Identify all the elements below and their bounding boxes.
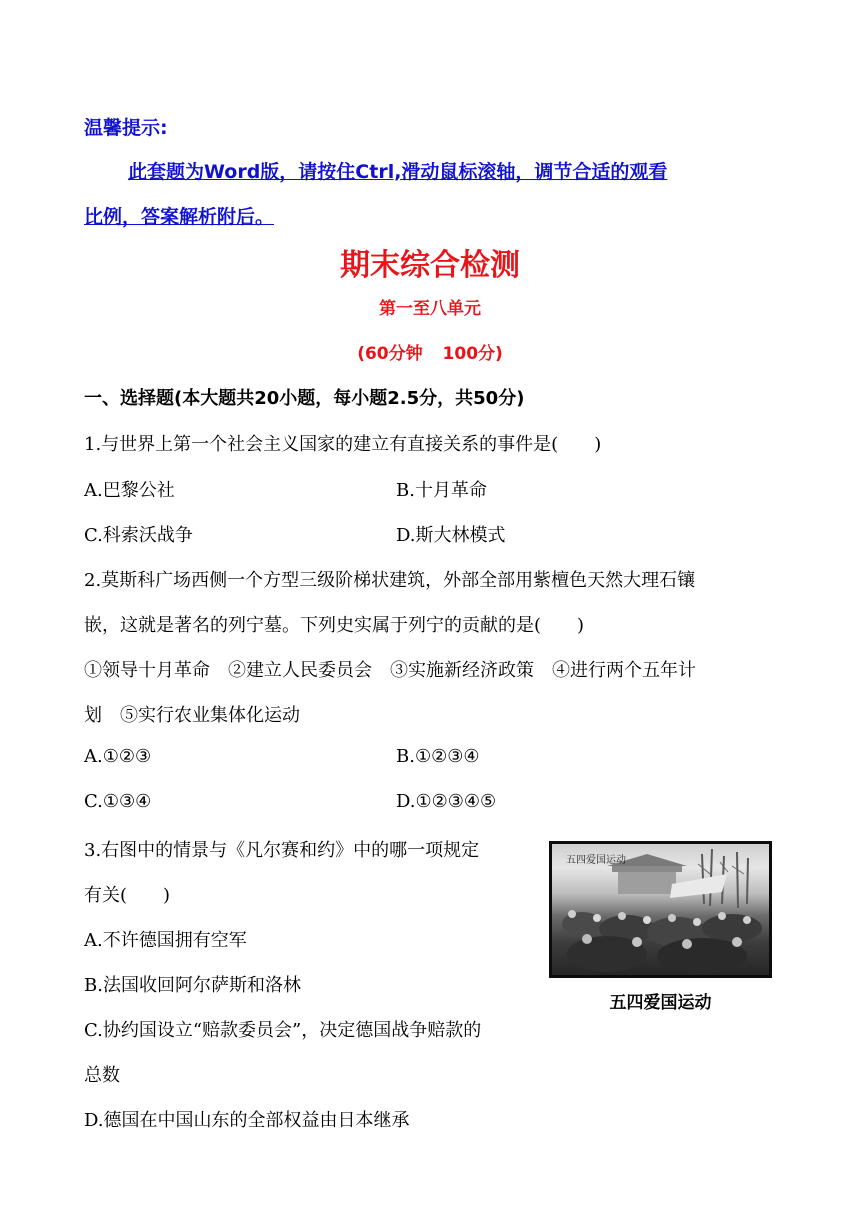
photo-caption: 五四爱国运动 <box>609 993 712 1013</box>
question-3-stem-line-2: 有关( ) <box>84 885 171 906</box>
question-2-option-c: C.①③④ <box>84 791 152 812</box>
question-1-stem: 1.与世界上第一个社会主义国家的建立有直接关系的事件是( ) <box>84 434 602 455</box>
question-3-option-a: A.不许德国拥有空军 <box>84 930 247 951</box>
question-2-option-b: B.①②③④ <box>396 746 480 767</box>
question-1-option-b: B.十月革命 <box>396 480 487 501</box>
question-2-option-d: D.①②③④⑤ <box>396 791 497 812</box>
photo-image <box>552 844 769 975</box>
question-2-stem-line-1: 2.莫斯科广场西侧一个方型三级阶梯状建筑，外部全部用紫檀色天然大理石镶 <box>84 570 696 591</box>
question-3-stem-line-1: 3.右图中的情景与《凡尔赛和约》中的哪一项规定 <box>84 840 480 861</box>
question-3-option-c-cont: 总数 <box>84 1065 120 1086</box>
question-2-stem-line-3: ①领导十月革命 ②建立人民委员会 ③实施新经济政策 ④进行两个五年计 <box>84 660 696 681</box>
may-fourth-photo <box>549 841 772 978</box>
question-1-option-d: D.斯大林模式 <box>396 525 506 546</box>
question-3-option-d: D.德国在中国山东的全部权益由日本继承 <box>84 1110 410 1131</box>
page-title: 期末综合检测 <box>340 248 520 283</box>
tip-line-2: 比例，答案解析附后。 <box>84 206 275 228</box>
section-heading: 一、选择题(本大题共20小题，每小题2.5分，共50分) <box>84 388 525 409</box>
question-2-option-a: A.①②③ <box>84 746 152 767</box>
tip-line-1: 此套题为Word版，请按住Ctrl,滑动鼠标滚轴，调节合适的观看 <box>128 161 668 183</box>
tip-heading: 温馨提示: <box>84 117 168 139</box>
question-3-option-c: C.协约国设立“赔款委员会”，决定德国战争赔款的 <box>84 1020 482 1041</box>
page-subtitle: 第一至八单元 <box>379 299 481 319</box>
question-2-stem-line-4: 划 ⑤实行农业集体化运动 <box>84 705 300 726</box>
question-1-option-a: A.巴黎公社 <box>84 480 175 501</box>
exam-time: (60分钟 100分) <box>357 344 503 364</box>
question-3-option-b: B.法国收回阿尔萨斯和洛林 <box>84 975 301 996</box>
question-2-stem-line-2: 嵌，这就是著名的列宁墓。下列史实属于列宁的贡献的是( ) <box>84 615 585 636</box>
photo-inner-label: 五四爱国运动 <box>566 855 626 866</box>
question-1-option-c: C.科索沃战争 <box>84 525 193 546</box>
